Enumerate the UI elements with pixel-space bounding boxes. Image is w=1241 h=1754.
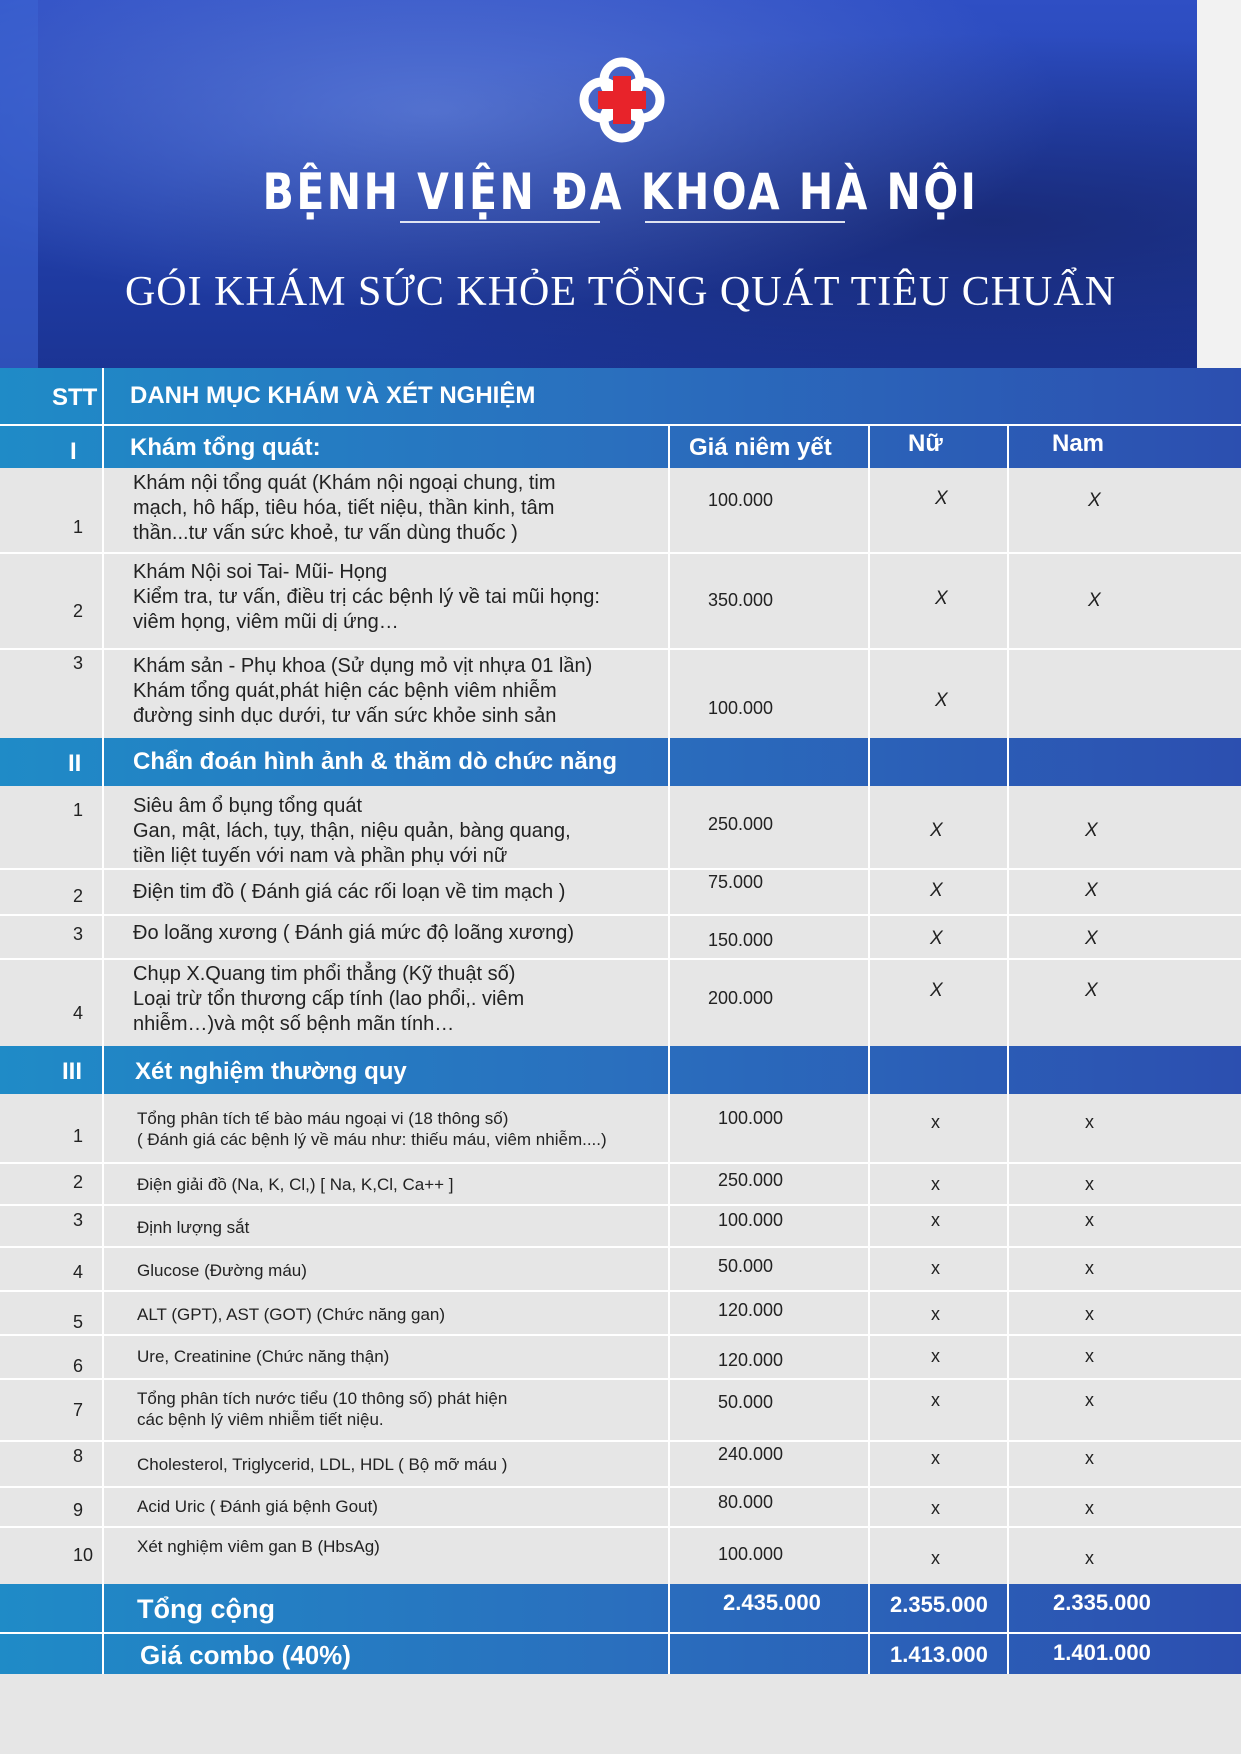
section-title: Khám tổng quát: <box>130 434 321 461</box>
row-number: 7 <box>73 1400 84 1420</box>
female-mark: X <box>930 820 943 841</box>
table-row <box>0 1380 1241 1440</box>
row-number: 2 <box>73 886 84 906</box>
combo-row <box>0 1634 1241 1674</box>
table-row <box>0 650 1241 738</box>
section-roman: III <box>62 1058 83 1085</box>
male-mark: X <box>1085 928 1098 949</box>
item-price: 100.000 <box>718 1108 784 1128</box>
row-number: 6 <box>73 1356 84 1376</box>
row-number: 4 <box>73 1003 84 1023</box>
table-row <box>0 1292 1241 1334</box>
table-row <box>0 554 1241 648</box>
item-name: Glucose (Đường máu) <box>137 1261 307 1280</box>
package-title: GÓI KHÁM SỨC KHỎE TỔNG QUÁT TIÊU CHUẨN <box>124 269 1117 315</box>
item-price: 200.000 <box>708 988 774 1008</box>
item-name: Khám sản - Phụ khoa (Sử dụng mỏ vịt nhựa 01 lần) Khám tổng quát,phát hiện các bệnh viêm nhiễm đường sinh dục dưới, tư vấn sức khỏe sinh sản <box>133 655 593 727</box>
item-name: Đo loãng xương ( Đánh giá mức độ loãng xương) <box>133 922 575 944</box>
row-number: 3 <box>73 1210 84 1230</box>
table-row <box>0 1248 1241 1290</box>
row-number: 1 <box>73 800 84 820</box>
item-price: 240.000 <box>718 1444 784 1464</box>
item-price: 100.000 <box>708 490 774 510</box>
item-name: Siêu âm ổ bụng tổng quát Gan, mật, lách, tụy, thận, niệu quản, bàng quang, tiền liệt tuyến với nam và phần phụ với nữ <box>133 795 571 867</box>
total-male: 2.335.000 <box>1053 1590 1151 1615</box>
female-mark: X <box>935 588 948 609</box>
row-number: 3 <box>73 924 84 944</box>
female-mark: x <box>931 1304 940 1324</box>
male-header: Nam <box>1052 430 1105 457</box>
table-row <box>0 960 1241 1046</box>
row-number: 8 <box>73 1446 84 1466</box>
item-name: Khám nội tổng quát (Khám nội ngoại chung, tim mạch, hô hấp, tiêu hóa, tiết niệu, thần kinh, tâm thần...tư vấn sức khoẻ, tư vấn dùng thuốc ) <box>133 472 556 544</box>
total-row <box>0 1584 1241 1632</box>
female-mark: x <box>931 1548 940 1568</box>
row-number: 2 <box>73 1172 84 1192</box>
title-underline-left <box>400 221 600 223</box>
table-row <box>0 1336 1241 1378</box>
item-price: 80.000 <box>718 1492 774 1512</box>
item-price: 120.000 <box>718 1300 784 1320</box>
male-mark: x <box>1085 1390 1094 1410</box>
title-underline-right <box>645 221 845 223</box>
item-name: ALT (GPT), AST (GOT) (Chức năng gan) <box>137 1305 446 1324</box>
item-price: 350.000 <box>708 590 774 610</box>
item-name: Xét nghiệm viêm gan B (HbsAg) <box>137 1537 380 1556</box>
male-mark: x <box>1085 1304 1094 1324</box>
section-roman: I <box>70 438 77 465</box>
female-mark: X <box>930 880 943 901</box>
section-roman: II <box>68 750 82 777</box>
table-row <box>0 786 1241 868</box>
category-header: DANH MỤC KHÁM VÀ XÉT NGHIỆM <box>130 382 536 409</box>
male-mark: x <box>1085 1346 1094 1366</box>
item-price: 150.000 <box>708 930 774 950</box>
item-name: Acid Uric ( Đánh giá bệnh Gout) <box>137 1497 378 1516</box>
table-row <box>0 1442 1241 1486</box>
item-name: Chụp X.Quang tim phổi thẳng (Kỹ thuật số) Loại trừ tổn thương cấp tính (lao phổi,. viêm nhiễm…)và một số bệnh mãn tính… <box>133 963 525 1035</box>
male-mark: X <box>1088 490 1101 511</box>
row-number: 3 <box>73 653 84 673</box>
table-row <box>0 916 1241 958</box>
header-banner <box>0 0 1241 368</box>
table-header-row <box>0 368 1241 424</box>
row-number: 5 <box>73 1312 84 1332</box>
section-title: Chẩn đoán hình ảnh & thăm dò chức năng <box>133 748 618 775</box>
female-mark: x <box>931 1210 940 1230</box>
hospital-logo-icon <box>572 50 672 150</box>
male-mark: X <box>1088 590 1101 611</box>
total-female: 2.355.000 <box>890 1592 988 1617</box>
female-mark: X <box>930 928 943 949</box>
item-name: Điện tim đồ ( Đánh giá các rối loạn về tim mạch ) <box>133 881 566 903</box>
male-mark: x <box>1085 1174 1094 1194</box>
table-row <box>0 1528 1241 1584</box>
row-number: 10 <box>73 1545 94 1565</box>
row-number: 9 <box>73 1500 84 1520</box>
male-mark: X <box>1085 880 1098 901</box>
table-row <box>0 1164 1241 1204</box>
female-mark: x <box>931 1390 940 1410</box>
table-row <box>0 1488 1241 1526</box>
item-name: Định lượng sắt <box>137 1218 250 1237</box>
item-name: Khám Nội soi Tai- Mũi- Họng Kiểm tra, tư vấn, điều trị các bệnh lý về tai mũi họng: viêm họng, viêm mũi dị ứng… <box>133 561 600 633</box>
item-price: 50.000 <box>718 1256 774 1276</box>
item-price: 100.000 <box>708 698 774 718</box>
female-mark: X <box>930 980 943 1001</box>
male-mark: x <box>1085 1112 1094 1132</box>
female-mark: x <box>931 1174 940 1194</box>
item-name: Tổng phân tích nước tiểu (10 thông số) phát hiện các bệnh lý viêm nhiễm tiết niệu. <box>137 1389 508 1429</box>
hospital-name: BỆNH VIỆN ĐA KHOA HÀ NỘI <box>262 163 979 221</box>
male-mark: x <box>1085 1210 1094 1230</box>
female-mark: X <box>935 488 948 509</box>
female-mark: X <box>935 690 948 711</box>
female-mark: x <box>931 1112 940 1132</box>
female-mark: x <box>931 1448 940 1468</box>
total-price: 2.435.000 <box>723 1590 821 1615</box>
male-mark: x <box>1085 1548 1094 1568</box>
section-header <box>0 1046 1241 1094</box>
combo-label: Giá combo (40%) <box>140 1640 351 1670</box>
item-price: 50.000 <box>718 1392 774 1412</box>
female-mark: x <box>931 1346 940 1366</box>
male-mark: X <box>1085 820 1098 841</box>
row-number: 2 <box>73 601 84 621</box>
item-price: 75.000 <box>708 872 764 892</box>
item-name: Tổng phân tích tế bào máu ngoại vi (18 thông số) ( Đánh giá các bệnh lý về máu như: thiếu máu, viêm nhiễm....) <box>137 1109 607 1149</box>
combo-male: 1.401.000 <box>1053 1640 1151 1665</box>
item-price: 100.000 <box>718 1210 784 1230</box>
table-row <box>0 870 1241 914</box>
row-number: 4 <box>73 1262 84 1282</box>
section-header <box>0 738 1241 786</box>
item-price: 120.000 <box>718 1350 784 1370</box>
female-mark: x <box>931 1258 940 1278</box>
stt-header: STT <box>52 384 98 411</box>
female-mark: x <box>931 1498 940 1518</box>
row-number: 1 <box>73 1126 84 1146</box>
item-price: 250.000 <box>708 814 774 834</box>
table-row <box>0 468 1241 552</box>
section-header <box>0 426 1241 468</box>
item-price: 100.000 <box>718 1544 784 1564</box>
male-mark: x <box>1085 1498 1094 1518</box>
price-header: Giá niêm yết <box>689 434 832 461</box>
item-price: 250.000 <box>718 1170 784 1190</box>
male-mark: X <box>1085 980 1098 1001</box>
item-name: Ure, Creatinine (Chức năng thận) <box>137 1347 390 1366</box>
male-mark: x <box>1085 1258 1094 1278</box>
section-title: Xét nghiệm thường quy <box>135 1058 407 1085</box>
table-row <box>0 1094 1241 1162</box>
table-row <box>0 1206 1241 1246</box>
female-header: Nữ <box>908 430 943 457</box>
male-mark: x <box>1085 1448 1094 1468</box>
combo-female: 1.413.000 <box>890 1642 988 1667</box>
item-name: Cholesterol, Triglycerid, LDL, HDL ( Bộ mỡ máu ) <box>137 1455 508 1474</box>
total-label: Tổng cộng <box>137 1594 275 1624</box>
row-number: 1 <box>73 517 84 537</box>
item-name: Điện giải đồ (Na, K, Cl,) [ Na, K,Cl, Ca++ ] <box>137 1175 454 1194</box>
